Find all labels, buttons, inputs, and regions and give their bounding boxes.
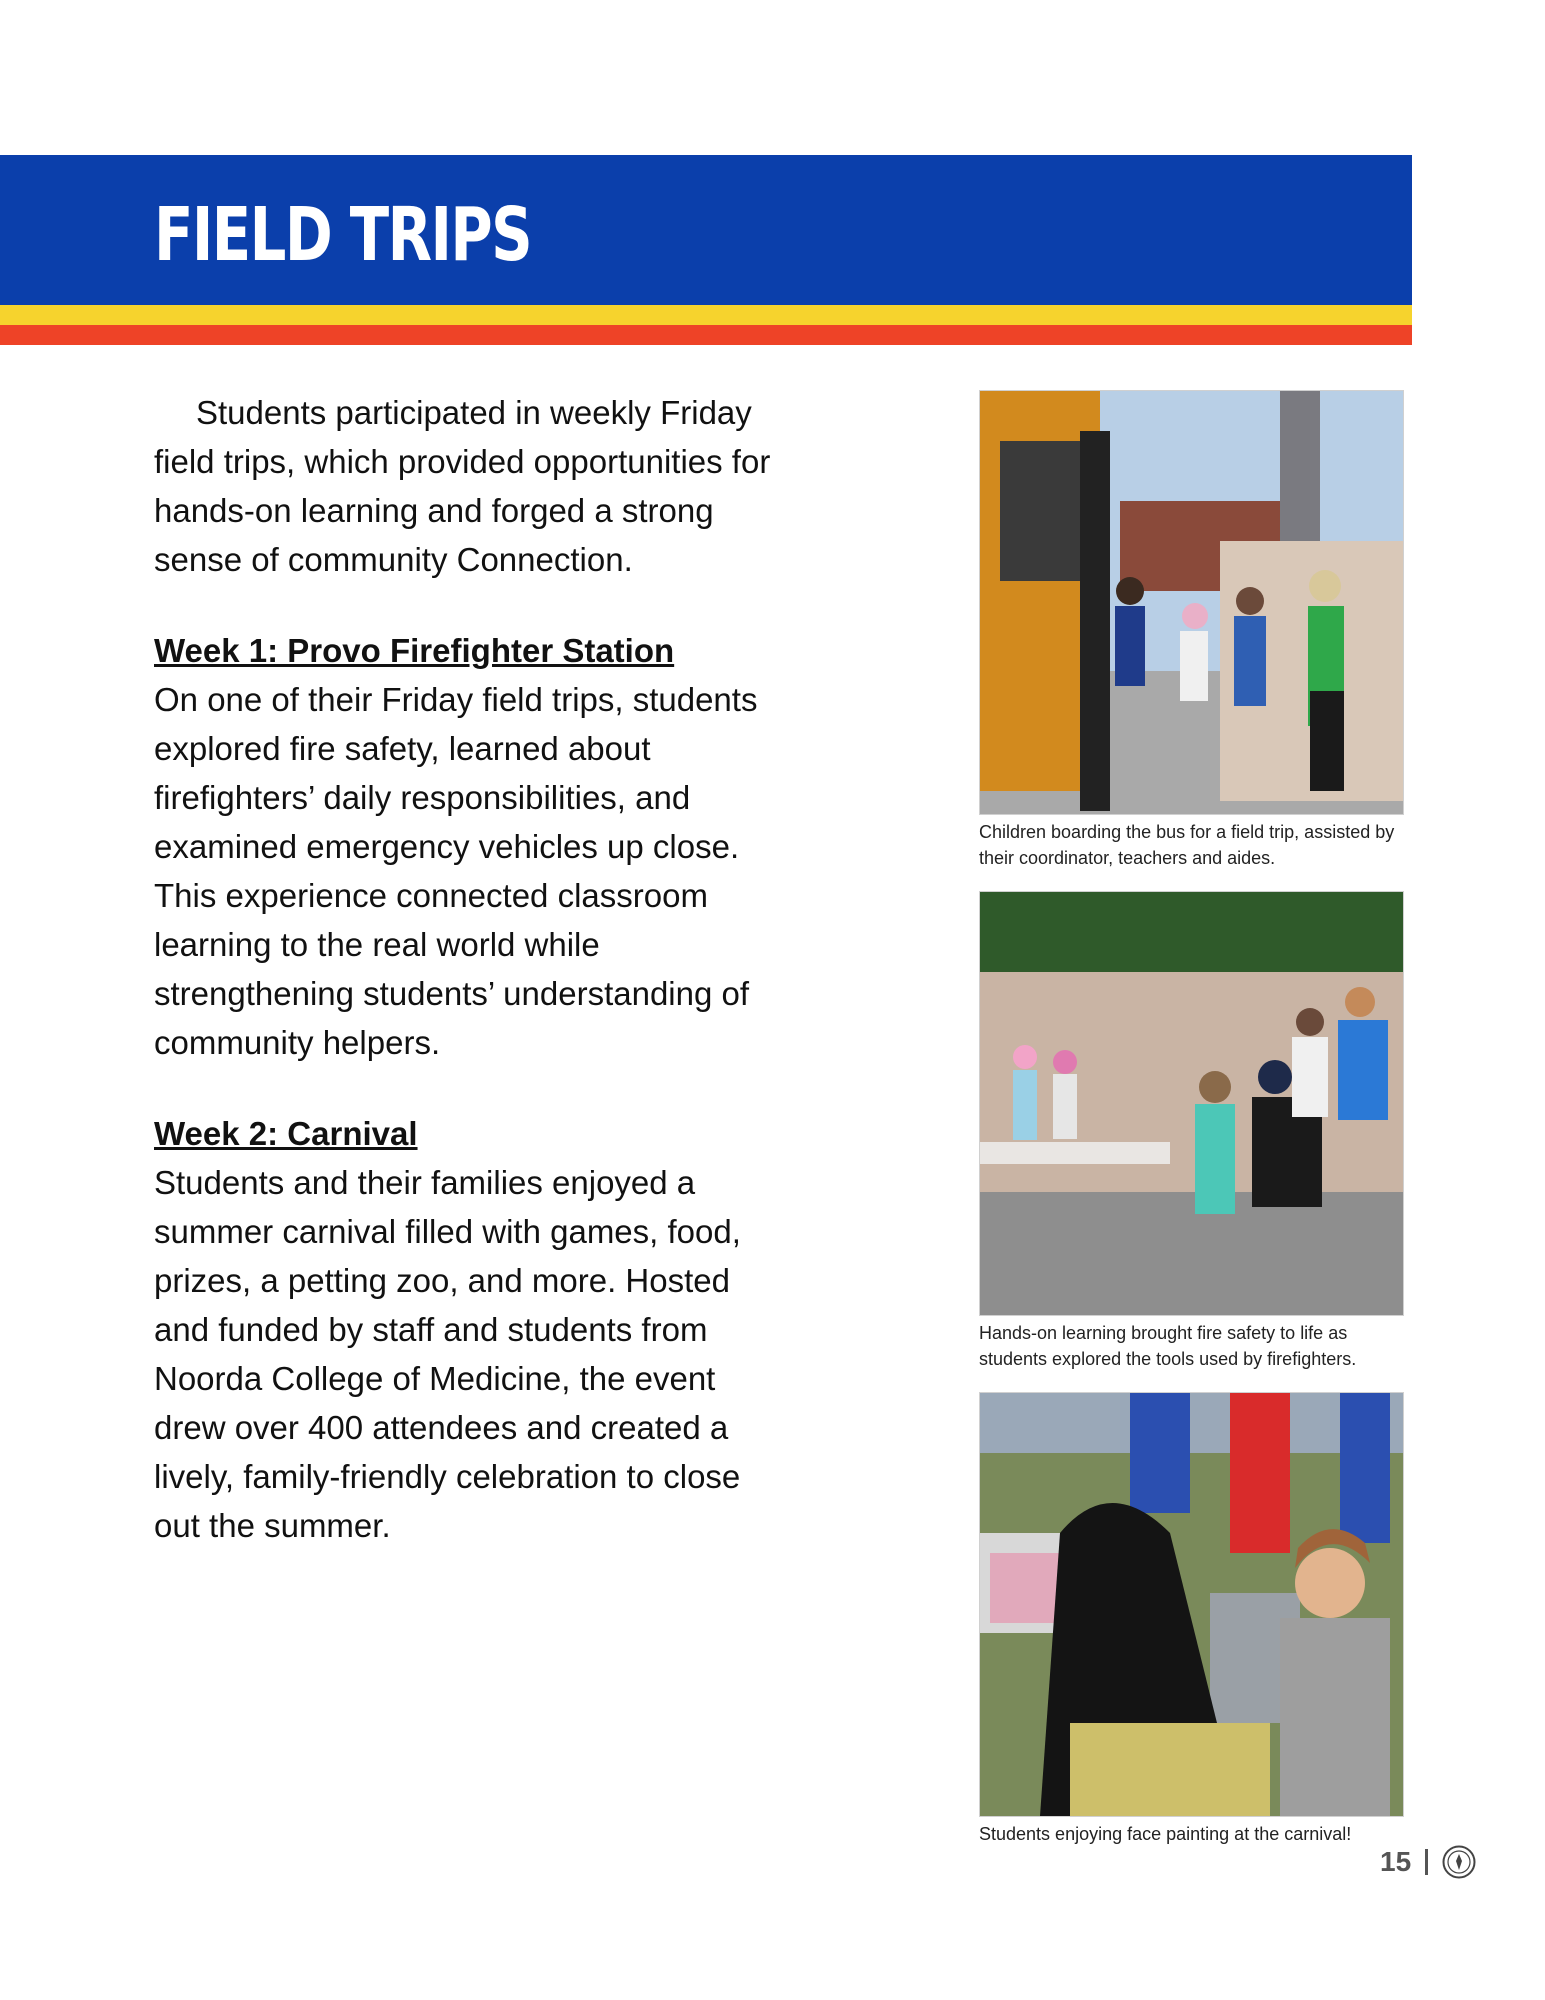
photo-column xyxy=(979,390,1404,1847)
section-body-week1: On one of their Friday field trips, students explored fire safety, learned about firefighters’ daily responsibilities, and examined emergency vehicles up close. This experience connected classroom learning to the real world while strengthening students’ understanding of community helpers. xyxy=(154,681,758,1061)
page-number: 15 xyxy=(1380,1846,1412,1877)
red-stripe xyxy=(0,325,1412,345)
photo-face-painting xyxy=(979,1392,1404,1817)
section-body-week2: Students and their families enjoyed a summer carnival filled with games, food, prizes, a petting zoo, and more. Hosted and funded by staff and students from Noorda College of Medicine, the event drew over 400 attendees and created a lively, family-friendly celebration to close out the summer. xyxy=(154,1164,741,1544)
seal-icon xyxy=(1442,1845,1476,1879)
page-title: FIELD TRIPS xyxy=(154,192,532,278)
footer-divider xyxy=(1425,1849,1428,1875)
intro-paragraph: Students participated in weekly Friday field trips, which provided opportunities for hands-on learning and forged a strong sense of community Connection. xyxy=(154,394,771,578)
section-heading-week1: Week 1: Provo Firefighter Station xyxy=(154,632,675,669)
photo-caption: Hands-on learning brought fire safety to life as students explored the tools used by firefighters. xyxy=(979,1323,1357,1369)
photo-caption: Students enjoying face painting at the carnival! xyxy=(979,1824,1352,1844)
photo-fire-hose xyxy=(979,891,1404,1316)
page-footer xyxy=(1380,1842,1476,1882)
text-column xyxy=(154,388,794,1550)
photo-caption: Children boarding the bus for a field trip, assisted by their coordinator, teachers and aides. xyxy=(979,822,1395,868)
section-heading-week2: Week 2: Carnival xyxy=(154,1115,418,1152)
yellow-stripe xyxy=(0,305,1412,325)
photo-bus-boarding xyxy=(979,390,1404,815)
